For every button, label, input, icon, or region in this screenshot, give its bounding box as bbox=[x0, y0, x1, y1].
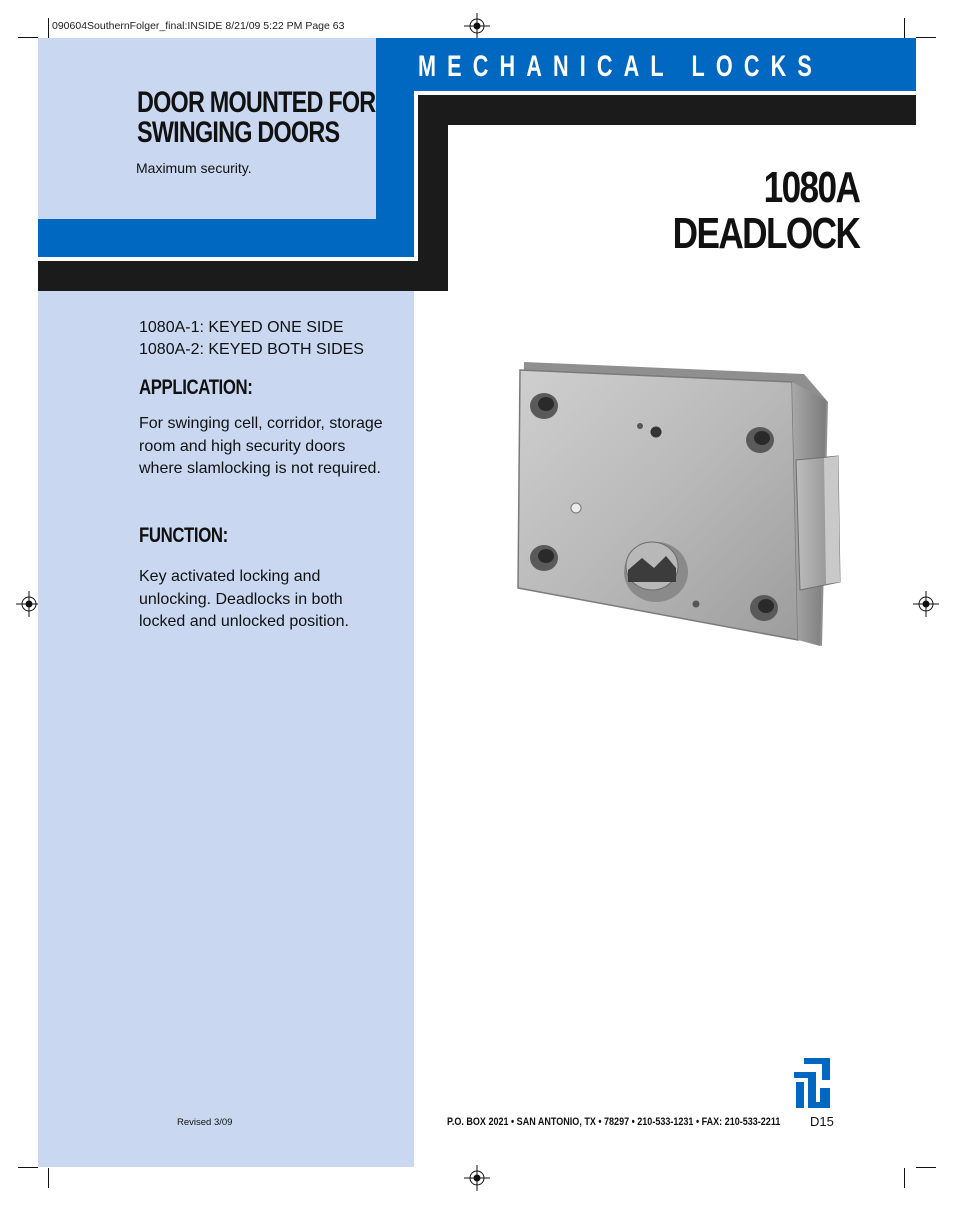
function-heading: FUNCTION: bbox=[139, 524, 228, 547]
deadlock-photo bbox=[516, 360, 846, 650]
crop-mark bbox=[18, 37, 38, 38]
product-model: 1080A bbox=[763, 163, 859, 212]
product-title bbox=[672, 165, 859, 257]
crop-mark bbox=[904, 1168, 905, 1188]
function-text: Key activated locking and unlocking. Deadlocks in both locked and unlocked position. bbox=[139, 568, 349, 630]
registration-mark-icon bbox=[464, 13, 490, 39]
crop-mark bbox=[904, 18, 905, 38]
page-heading bbox=[137, 88, 375, 148]
application-heading: APPLICATION: bbox=[139, 376, 253, 399]
variant-item: 1080A-1: KEYED ONE SIDE bbox=[139, 319, 344, 336]
page-number: D15 bbox=[810, 1114, 834, 1129]
product-type: DEADLOCK bbox=[672, 209, 859, 258]
page-subtitle: Maximum security. bbox=[136, 160, 252, 176]
variant-item: 1080A-2: KEYED BOTH SIDES bbox=[139, 341, 364, 358]
southern-folger-logo-icon bbox=[794, 1058, 830, 1108]
registration-mark-icon bbox=[464, 1165, 490, 1191]
crop-mark bbox=[48, 18, 49, 38]
crop-mark bbox=[916, 1167, 936, 1168]
registration-mark-icon bbox=[913, 591, 939, 617]
application-text: For swinging cell, corridor, storage room and high security doors where slamlocking is not required. bbox=[139, 415, 383, 477]
revision-note: Revised 3/09 bbox=[177, 1117, 233, 1128]
black-left-band bbox=[38, 261, 448, 291]
heading-line: DOOR MOUNTED FOR bbox=[137, 86, 376, 119]
section-title: MECHANICAL LOCKS bbox=[418, 50, 823, 83]
crop-mark bbox=[916, 37, 936, 38]
heading-line: SWINGING DOORS bbox=[137, 116, 340, 149]
black-header-band bbox=[418, 95, 916, 125]
blue-left-band bbox=[38, 219, 414, 257]
variant-list bbox=[139, 317, 364, 361]
crop-mark bbox=[48, 1168, 49, 1188]
contact-info: P.O. BOX 2021 • SAN ANTONIO, TX • 78297 • 210-533-1231 • FAX: 210-533-2211 bbox=[447, 1116, 781, 1128]
crop-mark bbox=[18, 1167, 38, 1168]
print-slug: 090604SouthernFolger_final:INSIDE 8/21/09 5:22 PM Page 63 bbox=[52, 20, 345, 32]
